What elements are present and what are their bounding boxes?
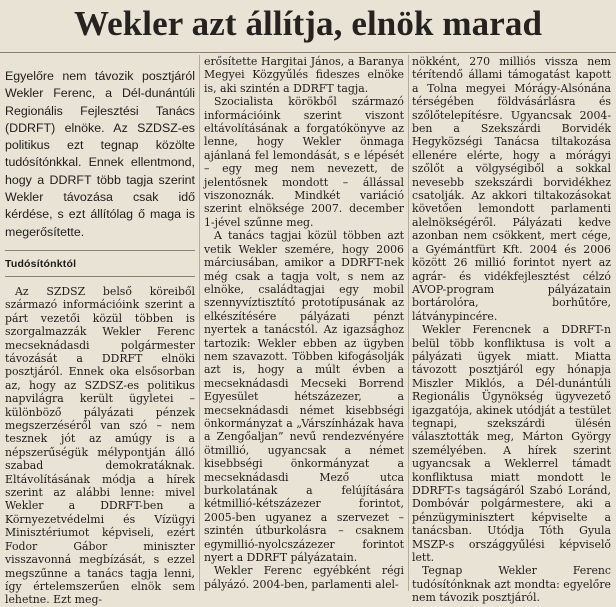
headline-divider — [0, 52, 616, 53]
column-left-body: Az SZDSZ belső köreiből származó információink szerint a párt vezetői közül többen is szorgalmazzák Wekler Ferenc mecseknádasdi polgármester távozását a DDRFT elnöki posztjáról. Ennek oka elsősorban az, hogy az SZDSZ-es politikus napvilágra került ügyletei – különböző pályázati pénzek megszerzéséről van szó – nem tesznek jót az amúgy is a népszerűségük mélypontján álló szabad demokratáknak. Eltávolításának módja a hírek szerint az alábbi lenne: mivel Wekler a DDRFT-ben a Környezetvédelmi és Vízügyi Minisztériumot képviseli, ezért Fodor Gábor miniszter visszavonná megbízását, s ezzel megszűnne a tanács tagja lenni, így értelemszerűen elnök sem lehetne. Ezt meg- — [5, 284, 195, 607]
byline-divider — [5, 276, 195, 277]
column-middle-paragraph-1: erősítette Hargitai János, a Baranya Megyei Közgyűlés fideszes elnöke is, aki szintén a DDRFT tagja. — [204, 55, 404, 95]
column-left — [5, 68, 195, 607]
column-right-paragraph-1: nökként, 270 milliós vissza nem térítendő állami támogatást kapott a Tolna megyei Mórágy-Alsónána térségében földvásárlásra és szőlőtelepítésre. Ugyancsak 2004-ben a Szekszárdi Borvidék Hegyközségi Tanácsa tiltakozása ellenére elérte, hogy a mórágyi szőlőt a völgységiből a sokkal nevesebb szekszárdi borvidékhez csatolják. Az akkori tiltakozásokat követően lemondott parlamenti alelnökségéről. Pályázati kedve azonban nem csökkent, mert cége, a Gyémántfürt Kft. 2004 és 2006 között 26 millió forintot nyert az agrár- és vidékfejlesztést célzó AVOP-program pályázatain bortárolóra, borhűtőre, látványpincére. — [412, 55, 611, 323]
column-divider-2 — [408, 55, 409, 591]
article-lead: Egyelőre nem távozik posztjáról Wekler Ferenc, a Dél-dunántúli Regionális Fejlesztési Tanács (DDRFT) elnöke. Az SZDSZ-es politikus ezt tegnap közölte tudósítónkkal. Ennek ellentmond, hogy a DDRFT több tagja szerint Wekler távozása csak idő kérdése, s ezt állítólag ő maga is megerősítette. — [5, 69, 195, 239]
column-middle-paragraph-3: A tanács tagjai közül többen azt vetik Wekler szemére, hogy 2006 márciusában, amikor a DDRFT-nek még csak a tagja volt, s nem az elnöke, családtagjai egy mobil szennyvíztisztító prototípusának az elkészítésére pályázati pénzt nyertek a tanácstól. Az igazsághoz tartozik: Wekler ebben az ügyben nem szavazott. Többen kifogásolják azt is, hogy a múlt évben a mecseknádasdi Mecseki Borrend Egyesület hétszázezer, a mecseknádasdi német kisebbségi önkormányzat a „Várszínházak hava a Zengőaljan” nevű rendezvényére ötmillió, ugyancsak a német kisebbségi önkormányzat a mecseknádasdi Mező utca burkolatának a felújítására kétmillió-kétszázezer forintot, 2005-ben ugyanez a szervezet – szintén útburkolásra – csaknem egymillió-nyolcszázezer forintot nyert a DDRFT pályázatain. — [204, 229, 404, 565]
lead-divider — [5, 250, 195, 251]
article-headline: Wekler azt állítja, elnök marad — [73, 4, 543, 43]
column-middle-paragraph-4: Wekler Ferenc egyébként régi pályázó. 2004-ben, parlamenti alel- — [204, 564, 404, 591]
column-right — [412, 55, 611, 605]
article-byline: Tudósítónktól — [5, 257, 77, 270]
column-divider-1 — [199, 55, 200, 591]
column-right-paragraph-2: Wekler Ferencnek a DDRFT-n belül több konfliktusa is volt a pályázati ügyek miatt. Miatta távozott posztjáról egy hónapja Miszler Miklós, a Dél-dunántúli Regionális Ügynökség ügyvezető igazgatója, akinek utódját a testület tegnapi, szekszárdi ülésén választották meg, Márton György személyében. A hírek szerint ugyancsak a Weklerrel támadt konfliktusa miatt mondott le DDRFT-s tagságáról Szabó Loránd, Dombóvár polgármestere, aki a pénzügyminisztert képviselte a tanácsban. Utódja Tóth Gyula MSZP-s országgyűlési képviselő lett. — [412, 323, 611, 565]
column-middle-paragraph-2: Szocialista körökből származó információink szerint viszont eltávolításának a forgatókönyve az lenne, hogy Wekler önmaga ajánlaná fel lemondását, s e lépését – egy meg nem nevezett, de jelentősnek mondott – állással viszonoznák. Mindkét variáció szerint elnöksége 2007. december 1-jével szűnne meg. — [204, 95, 404, 229]
column-middle — [204, 55, 404, 591]
column-right-paragraph-3: Tegnap Wekler Ferenc tudósítónknak azt mondta: egyelőre nem távozik posztjáról. — [412, 564, 611, 605]
